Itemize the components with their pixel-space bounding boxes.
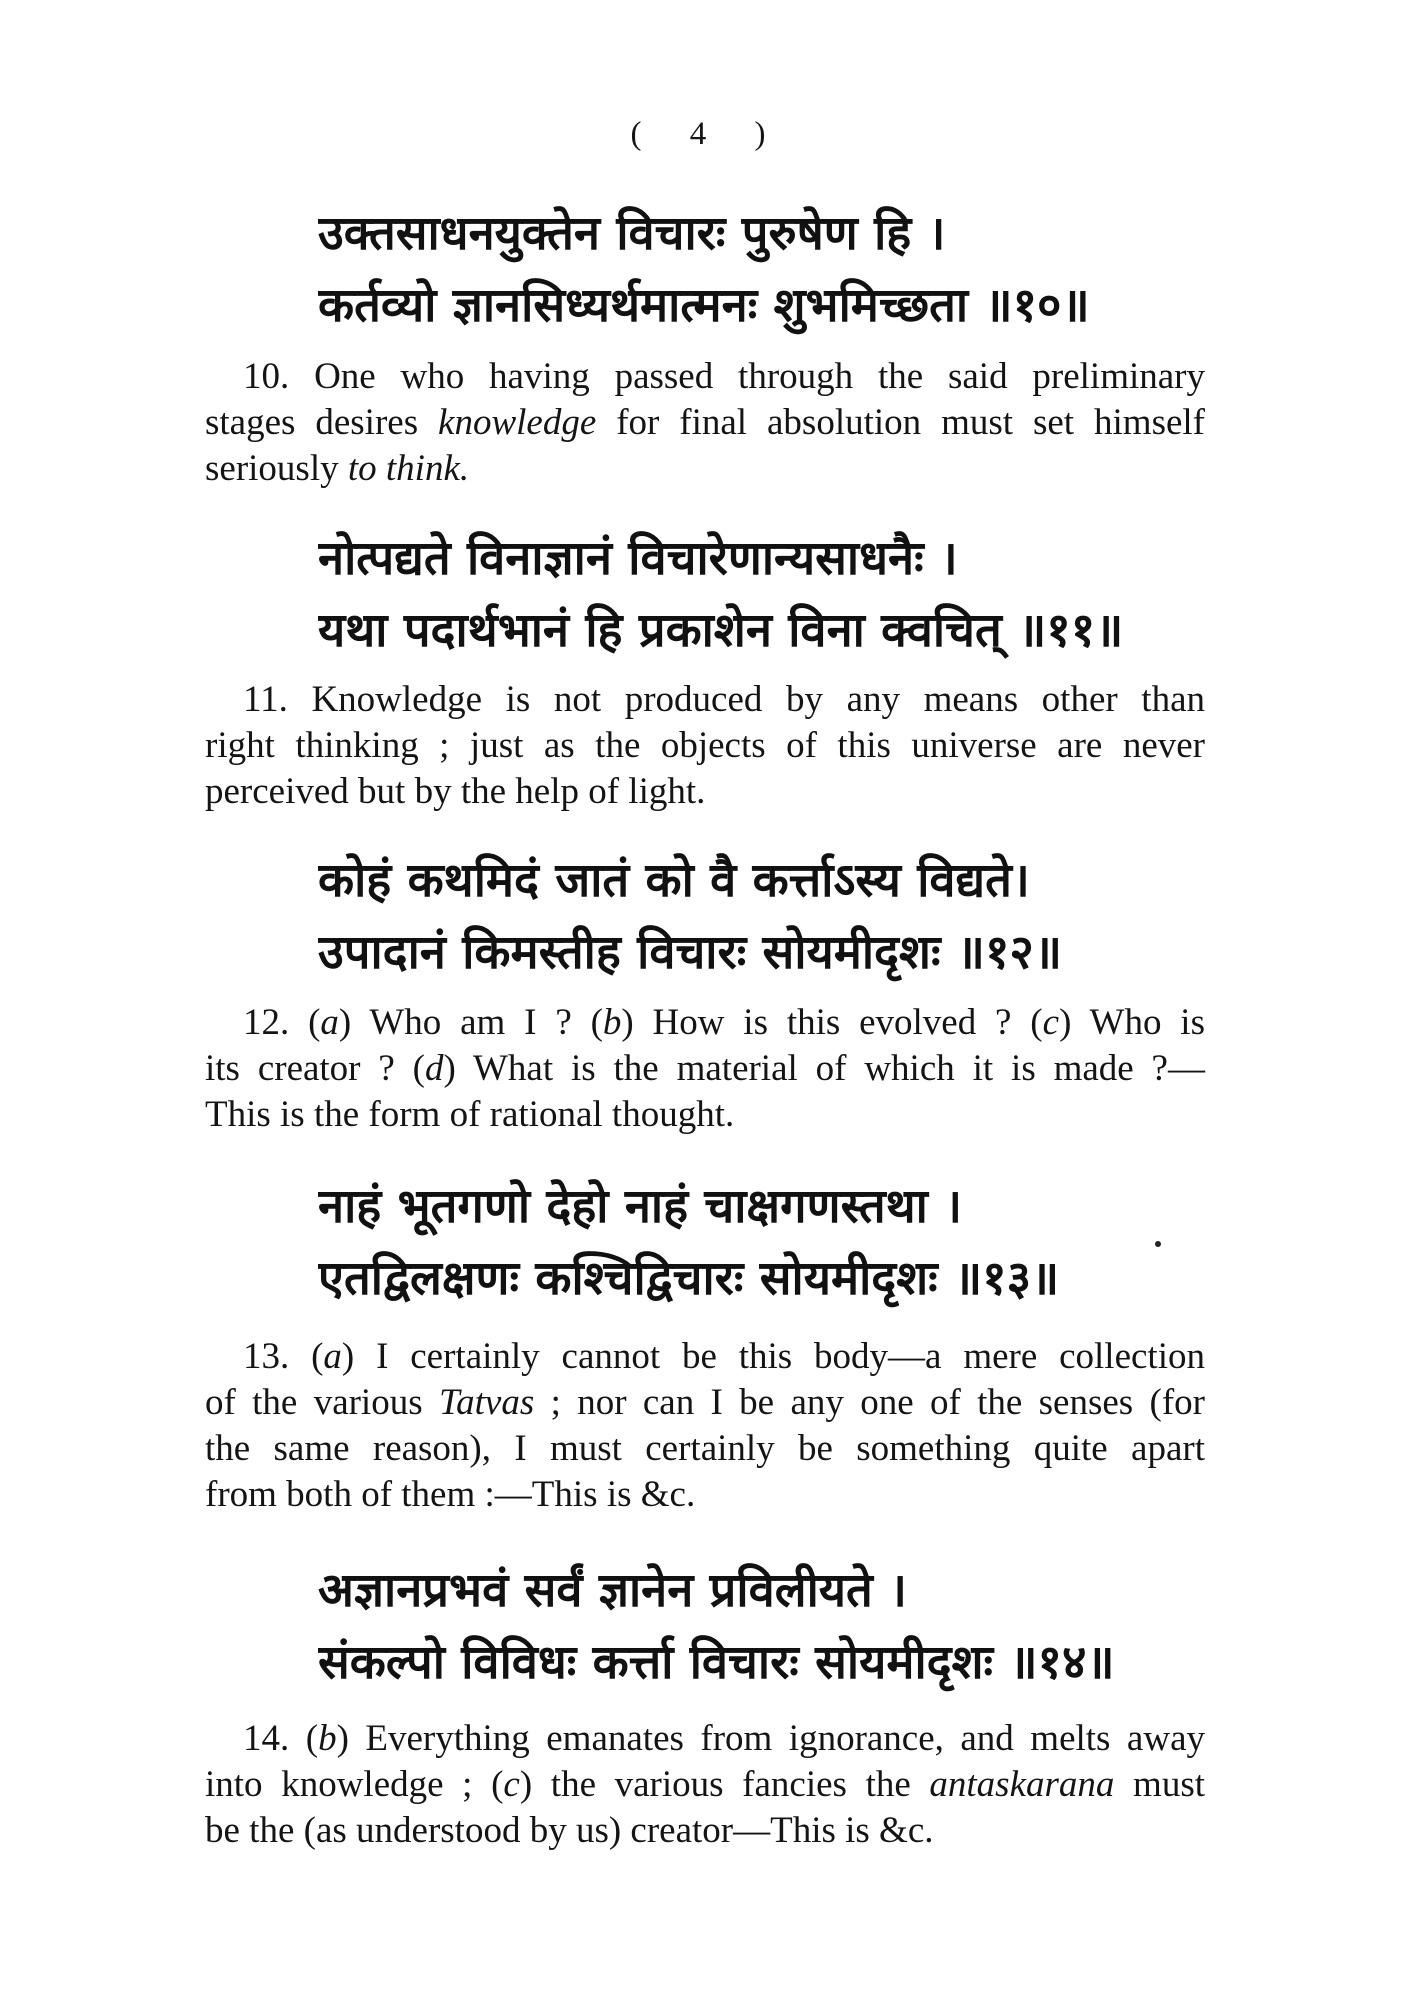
translation-text: its creator ? ( — [205, 1048, 425, 1089]
verse-13-line-1: नाहं भूतगणो देहो नाहं चाक्षगणस्तथा । — [318, 1179, 963, 1234]
translation-12-line-3 — [205, 1092, 1205, 1138]
verse-11 — [318, 523, 1318, 667]
translation-text: of the various — [205, 1382, 439, 1423]
italic-term: c — [503, 1764, 520, 1805]
translation-text: perceived but by the help of light. — [205, 771, 706, 812]
verse-10-line-2: कर्तव्यो ज्ञानसिध्यर्थमात्मनः शुभमिच्छता ॥१०॥ — [318, 278, 1090, 333]
translation-text: 11. Knowledge is not produced by any means other than — [243, 679, 1205, 720]
translation-text: seriously — [205, 448, 348, 489]
print-speck — [1155, 1241, 1161, 1247]
verse-13 — [318, 1171, 1318, 1315]
translation-text: the same reason), I must certainly be something quite apart — [205, 1428, 1205, 1469]
translation-11-line-3 — [205, 769, 1205, 815]
translation-13 — [205, 1334, 1205, 1518]
translation-text: ) the various fancies the — [519, 1764, 930, 1805]
italic-term: b — [602, 1002, 622, 1043]
verse-14-line-2: संकल्पो विविधः कर्त्ता विचारः सोयमीदृशः ॥१४॥ — [318, 1635, 1115, 1690]
translation-10-line-2 — [205, 400, 1205, 446]
translation-text: 13. ( — [243, 1336, 324, 1377]
translation-10-line-1 — [205, 354, 1205, 400]
italic-term: b — [318, 1718, 337, 1759]
translation-text: 10. One who having passed through the said preliminary — [243, 356, 1205, 397]
translation-12-line-1 — [205, 1000, 1205, 1046]
translation-text: ) Who am I ? ( — [338, 1002, 603, 1043]
verse-14-line-1: अज्ञानप्रभवं सर्वं ज्ञानेन प्रविलीयते । — [318, 1563, 907, 1618]
translation-text: stages desires — [205, 402, 439, 443]
verse-11-line-1: नोत्पद्यते विनाज्ञानं विचारेणान्यसाधनैः । — [318, 531, 958, 586]
italic-term: a — [323, 1336, 342, 1377]
translation-text: right thinking ; just as the objects of this universe are never — [205, 725, 1205, 766]
translation-12-line-2 — [205, 1046, 1205, 1092]
translation-text: for final absolution must set himself — [596, 402, 1205, 443]
translation-10-line-3 — [205, 446, 1205, 492]
translation-13-line-2 — [205, 1380, 1205, 1426]
translation-13-line-3 — [205, 1426, 1205, 1472]
translation-11 — [205, 677, 1205, 815]
italic-term: antaskarana — [929, 1764, 1115, 1805]
translation-text: ) Everything emanates from ignorance, and melts away — [336, 1718, 1206, 1759]
translation-14-line-1 — [205, 1716, 1205, 1762]
translation-text: into knowledge ; ( — [205, 1764, 504, 1805]
verse-11-line-2: यथा पदार्थभानं हि प्रकाशेन विना क्वचित् ॥११॥ — [318, 603, 1124, 658]
translation-text: ) I certainly cannot be this body—a mere collection — [341, 1336, 1205, 1377]
translation-text: This is the form of rational thought. — [205, 1094, 735, 1135]
italic-term: a — [320, 1002, 339, 1043]
verse-12-line-2: उपादानं किमस्तीह विचारः सोयमीदृशः ॥१२॥ — [318, 925, 1062, 980]
translation-text: 12. ( — [243, 1002, 321, 1043]
translation-13-line-4 — [205, 1472, 1205, 1518]
translation-text: from both of them :—This is &c. — [205, 1474, 696, 1515]
verse-14 — [318, 1555, 1318, 1699]
verse-12-line-1: कोहं कथमिदं जातं को वै कर्त्ताऽस्य विद्यते। — [318, 853, 1030, 908]
translation-13-line-1 — [205, 1334, 1205, 1380]
verse-12 — [318, 845, 1318, 989]
italic-term: c — [1042, 1002, 1060, 1043]
translation-text: ; nor can I be any one of the senses (for — [534, 1382, 1205, 1423]
page-number: ( 4 ) — [630, 116, 766, 152]
translation-text: ) How is this evolved ? ( — [621, 1002, 1043, 1043]
translation-11-line-1 — [205, 677, 1205, 723]
translation-text: 14. ( — [243, 1718, 319, 1759]
verse-10 — [318, 198, 1318, 342]
translation-12 — [205, 1000, 1205, 1138]
italic-term: Tatvas — [438, 1382, 535, 1423]
italic-term: to think. — [347, 448, 470, 489]
translation-text: ) Who is — [1059, 1002, 1205, 1043]
italic-term: d — [424, 1048, 444, 1089]
translation-11-line-2 — [205, 723, 1205, 769]
translation-10 — [205, 354, 1205, 492]
translation-text: be the (as understood by us) creator—This is &c. — [205, 1810, 934, 1851]
translation-14-line-2 — [205, 1762, 1205, 1808]
italic-term: knowledge — [438, 402, 597, 443]
translation-text: must — [1114, 1764, 1205, 1805]
verse-13-line-2: एतद्विलक्षणः कश्चिद्विचारः सोयमीदृशः ॥१३॥ — [318, 1251, 1060, 1306]
translation-14-line-3 — [205, 1808, 1205, 1854]
translation-14 — [205, 1716, 1205, 1854]
verse-10-line-1: उक्तसाधनयुक्तेन विचारः पुरुषेण हि । — [318, 206, 946, 261]
translation-text: ) What is the material of which it is made ?— — [443, 1048, 1205, 1089]
